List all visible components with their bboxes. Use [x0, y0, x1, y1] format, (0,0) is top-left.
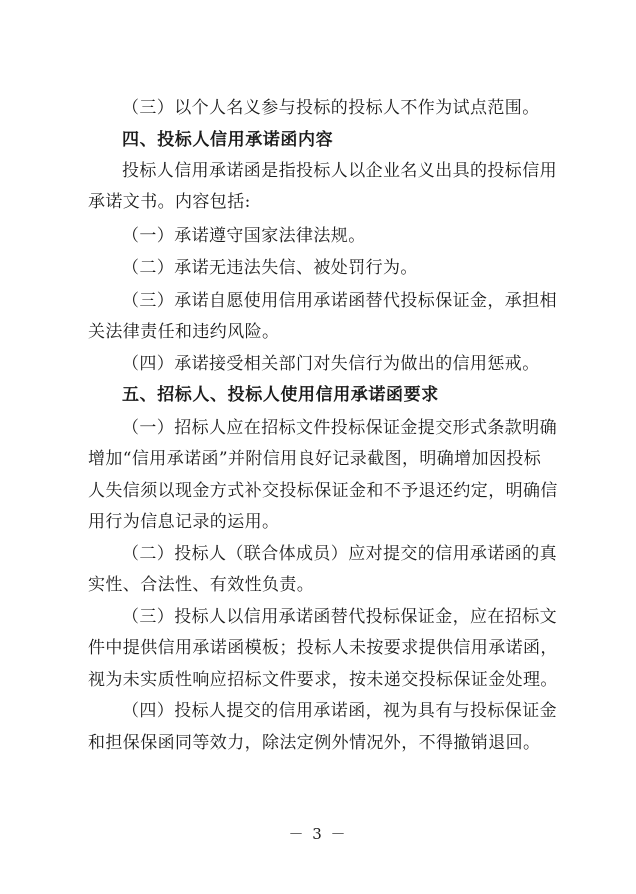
section-4-intro-line1: 投标人信用承诺函是指投标人以企业名义出具的投标信用 — [122, 161, 557, 181]
section-5-item2-line2: 实性、合法性、有效性负责。 — [88, 575, 315, 595]
section-5-item2-line1: （二）投标人（联合体成员）应对提交的信用承诺函的真 — [122, 544, 557, 564]
section-5-item3-line1: （三）投标人以信用承诺函替代投标保证金，应在招标文 — [122, 607, 557, 627]
page-number: － 3 － — [288, 825, 348, 843]
section-4-item3-line1: （三）承诺自愿使用信用承诺函替代投标保证金，承担相 — [122, 291, 557, 311]
section-4-title: 四、投标人信用承诺函内容 — [122, 130, 334, 150]
section-4-item4: （四）承诺接受相关部门对失信行为做出的信用惩戒。 — [122, 354, 540, 374]
section-5-item4-line2: 和担保保函同等效力，除法定例外情况外，不得撤销退回。 — [88, 733, 541, 753]
section-5-item1-line2: 增加“信用承诺函”并附信用良好记录截图，明确增加因投标 — [88, 449, 542, 469]
section-5-item1-line3: 人失信须以现金方式补交投标保证金和不予退还约定，明确信 — [88, 481, 558, 501]
section-4-item3-line2: 关法律责任和违约风险。 — [88, 322, 280, 342]
paragraph-3-3: （三）以个人名义参与投标的投标人不作为试点范围。 — [122, 98, 540, 118]
section-5-title: 五、招标人、投标人使用信用承诺函要求 — [122, 385, 439, 405]
section-4-item2: （二）承诺无违法失信、被处罚行为。 — [122, 258, 418, 278]
section-5-item3-line3: 视为未实质性响应招标文件要求，按未递交投标保证金处理。 — [88, 670, 558, 690]
section-4-item1: （一）承诺遵守国家法律法规。 — [122, 226, 366, 246]
section-4-intro-line2: 承诺文书。内容包括: — [88, 192, 251, 212]
section-5-item3-line2: 件中提供信用承诺函模板；投标人未按要求提供信用承诺函， — [88, 638, 558, 658]
section-5-item1-line1: （一）招标人应在招标文件投标保证金提交形式条款明确 — [122, 418, 557, 438]
section-5-item4-line1: （四）投标人提交的信用承诺函，视为具有与投标保证金 — [122, 701, 557, 721]
section-5-item1-line4: 用行为信息记录的运用。 — [88, 512, 280, 532]
